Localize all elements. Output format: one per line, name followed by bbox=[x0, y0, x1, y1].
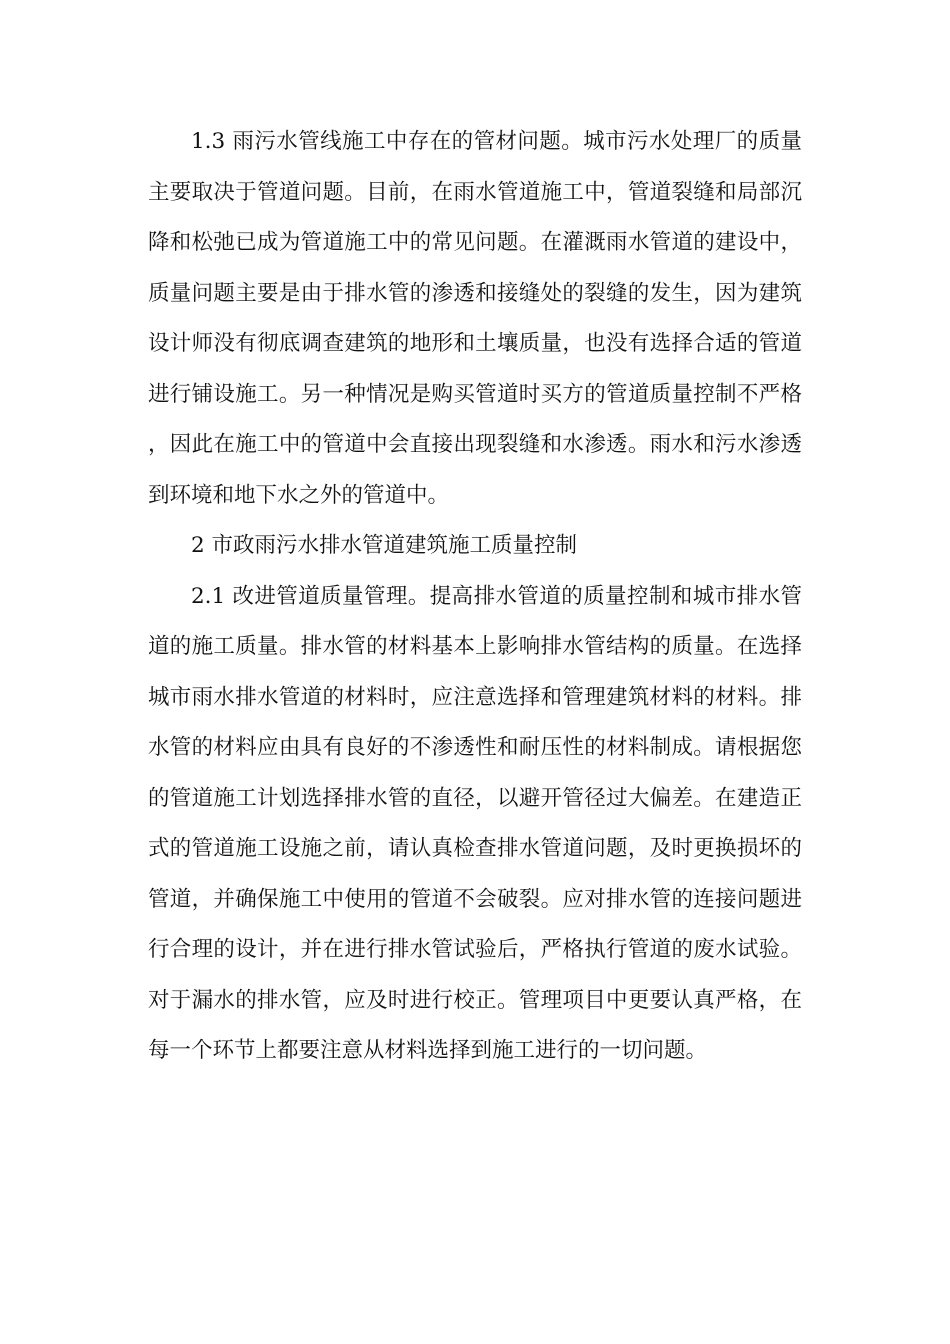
section-heading-quality-control: 2 市政雨污水排水管道建筑施工质量控制 bbox=[191, 533, 578, 558]
paragraph-pipe-material-problems: 1.3 雨污水管线施工中存在的管材问题。城市污水处理厂的质量主要取决于管道问题。目前，在雨水管道施工中，管道裂缝和局部沉降和松弛已成为管道施工中的常见问题。在灌溉雨水管道的建设中，质量问题主要是由于排水管的渗透和接缝处的裂缝的发生，因为建筑设计师没有彻底调查建筑的地形和土壤质量，也没有选择合适的管道进行铺设施工。另一种情况是购买管道时买方的管道质量控制不严格，因此在施工中的管道中会直接出现裂缝和水渗透。雨水和污水渗透到环境和地下水之外的管道中。 bbox=[148, 129, 802, 508]
paragraph-improve-pipe-quality: 2.1 改进管道质量管理。提高排水管道的质量控制和城市排水管道的施工质量。排水管的材料基本上影响排水管结构的质量。在选择城市雨水排水管道的材料时，应注意选择和管理建筑材料的材料。排水管的材料应由具有良好的不渗透性和耐压性的材料制成。请根据您的管道施工计划选择排水管的直径，以避开管径过大偏差。在建造正式的管道施工设施之前，请认真检查排水管道问题，及时更换损坏的管道，并确保施工中使用的管道不会破裂。应对排水管的连接问题进行合理的设计，并在进行排水管试验后，严格执行管道的废水试验。对于漏水的排水管，应及时进行校正。管理项目中更要认真严格，在每一个环节上都要注意从材料选择到施工进行的一切问题。 bbox=[148, 583, 802, 1063]
document-page bbox=[148, 117, 802, 1077]
